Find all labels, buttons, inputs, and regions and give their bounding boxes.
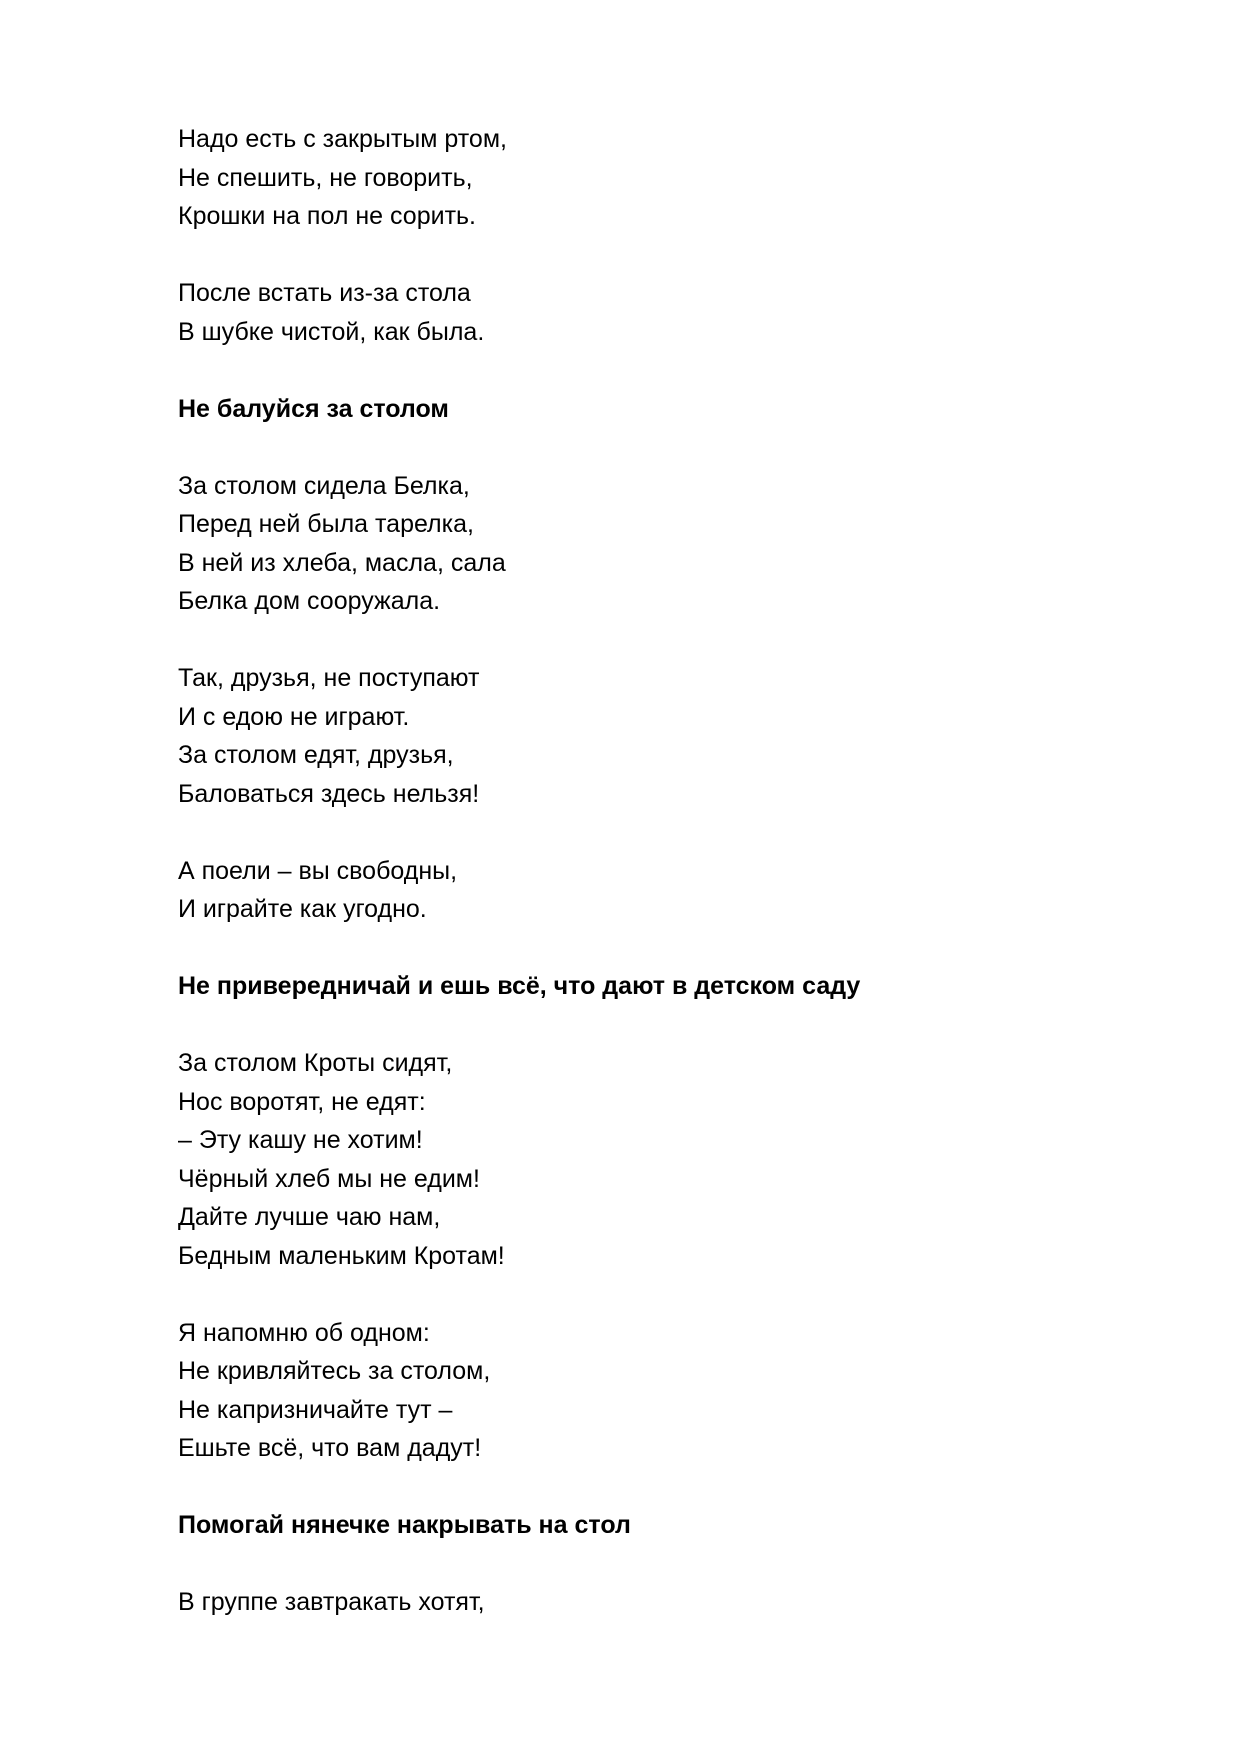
poem-line: Крошки на пол не сорить. [178,202,476,230]
stanza-1 [178,120,1178,236]
stanza-gap [178,351,1178,390]
stanza-6 [178,1044,1178,1275]
poem-line: Ешьте всё, что вам дадут! [178,1434,482,1462]
poem-line: И играйте как угодно. [178,895,427,923]
poem-line: За столом едят, друзья, [178,741,454,769]
stanza-gap [178,428,1178,467]
stanza-gap [178,1468,1178,1507]
poem-line: После встать из-за стола [178,279,471,307]
poem-line: – Эту кашу не хотим! [178,1126,423,1154]
poem-line: В ней из хлеба, масла, сала [178,548,506,577]
poem-line: Белка дом сооружала. [178,587,441,615]
poem-line: Надо есть с закрытым ртом, [178,125,507,153]
stanza-gap [178,929,1178,968]
poem-line: За столом сидела Белка, [178,471,470,500]
poem-line: Не капризничайте тут – [178,1395,453,1424]
stanza-gap [178,621,1178,660]
poem-line: Перед ней была тарелка, [178,510,474,538]
poem-line: Не спешить, не говорить, [178,163,473,192]
section-heading: Не привередничай и ешь всё, что дают в детском саду [178,972,861,1000]
poem-line: Бедным маленьким Кротам! [178,1241,505,1270]
poem-line: И с едою не играют. [178,702,410,731]
poem-line: Нос воротят, не едят: [178,1087,426,1116]
poem-line: За столом Кроты сидят, [178,1049,453,1077]
poem-line: А поели – вы свободны, [178,856,458,885]
poem-line: Чёрный хлеб мы не едим! [178,1164,480,1193]
poem-line: В шубке чистой, как была. [178,317,485,346]
section-heading: Помогай нянечке накрывать на стол [178,1511,631,1539]
poem-line: Не кривляйтесь за столом, [178,1357,491,1385]
stanza-gap [178,813,1178,852]
stanza-2 [178,274,1178,351]
stanza-7 [178,1314,1178,1468]
poem-line: Я напомню об одном: [178,1318,430,1347]
stanza-gap [178,1275,1178,1314]
stanza-gap [178,1006,1178,1045]
stanza-gap [178,1545,1178,1584]
stanza-3 [178,467,1178,621]
section-heading: Не балуйся за столом [178,394,449,423]
stanza-4 [178,659,1178,813]
stanza-gap [178,236,1178,275]
poem-line: Баловаться здесь нельзя! [178,779,480,808]
poem-text-body [178,120,1178,1622]
poem-line: Так, друзья, не поступают [178,664,480,692]
poem-line: В группе завтракать хотят, [178,1588,485,1616]
poem-line: Дайте лучше чаю нам, [178,1203,441,1231]
stanza-5 [178,852,1178,929]
stanza-8 [178,1583,1178,1622]
